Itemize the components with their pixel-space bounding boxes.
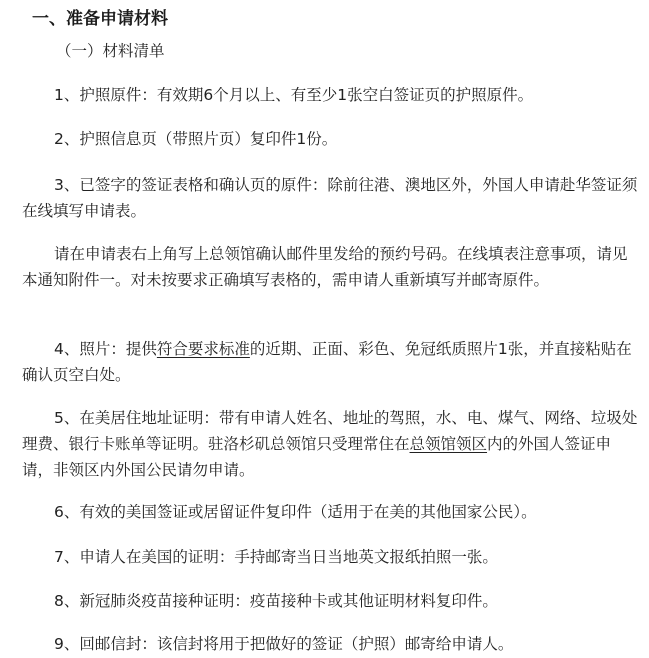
item-4-text-start: 4、照片：提供	[54, 340, 157, 358]
item-6-us-visa-copy: 6、有效的美国签证或居留证件复印件（适用于在美的其他国家公民）。	[54, 503, 537, 521]
item-3-application-form: 3、已签字的签证表格和确认页的原件：除前往港、澳地区外，外国人申请赴华签证须在线填写申请表。	[22, 176, 638, 220]
item-4-text-end: 的近期、正面、彩色、免冠纸质照片1张，并直接粘贴在确认页空白处。	[22, 340, 632, 384]
item-9-return-envelope: 9、回邮信封：该信封将用于把做好的签证（护照）邮寄给申请人。	[54, 635, 514, 653]
subsection-title: （一）材料清单	[56, 42, 165, 60]
item-3-note: 请在申请表右上角写上总领馆确认邮件里发给的预约号码。在线填表注意事项，请见本通知附件一。对未按要求正确填写表格的，需申请人重新填写并邮寄原件。	[22, 245, 628, 289]
item-7-us-presence-proof: 7、申请人在美国的证明：手持邮寄当日当地英文报纸拍照一张。	[54, 548, 498, 566]
consular-district-link[interactable]: 总领馆领区	[409, 435, 488, 453]
item-5-address-proof	[22, 405, 640, 483]
item-5-text-end: 内的外国人签证申请，非领区内外国公民请勿申请。	[22, 435, 612, 479]
photo-standard-link[interactable]: 符合要求标准	[156, 340, 250, 358]
item-5-text-start: 5、在美居住地址证明：带有申请人姓名、地址的驾照，水、电、煤气、网络、垃圾处理费、银行卡账单等证明。驻洛杉矶总领馆只受理常住在	[22, 409, 638, 453]
item-1-passport: 1、护照原件：有效期6个月以上、有至少1张空白签证页的护照原件。	[54, 86, 534, 104]
item-8-vaccination-proof: 8、新冠肺炎疫苗接种证明：疫苗接种卡或其他证明材料复印件。	[54, 592, 498, 610]
section-title: 一、准备申请材料	[32, 9, 168, 29]
item-4-photo	[22, 336, 640, 388]
item-2-passport-copy: 2、护照信息页（带照片页）复印件1份。	[54, 130, 338, 148]
